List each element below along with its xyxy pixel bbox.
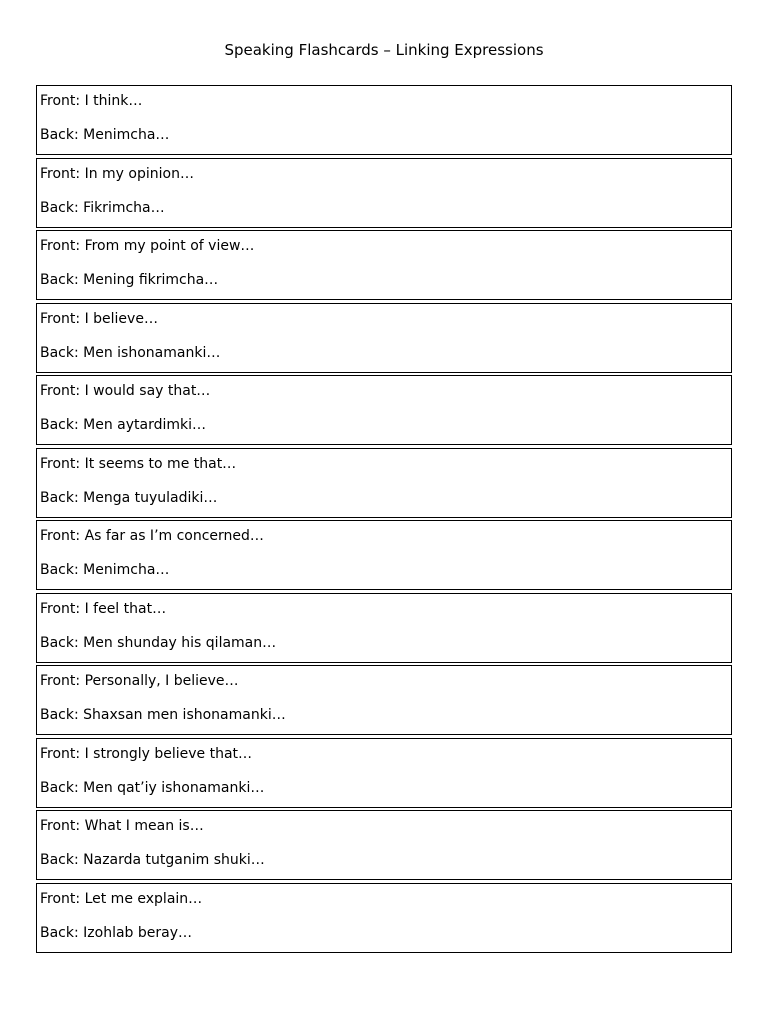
card-front-text: Front: It seems to me that… xyxy=(40,455,237,472)
card-back-text: Back: Fikrimcha… xyxy=(40,199,165,216)
flashcard xyxy=(36,375,732,445)
page-title: Speaking Flashcards – Linking Expressions xyxy=(224,41,544,59)
card-front-text: Front: What I mean is… xyxy=(40,818,204,834)
card-back-text: Back: Men qat’iy ishonamanki… xyxy=(40,779,265,796)
card-back-text: Back: Menimcha… xyxy=(40,127,170,143)
card-back-text: Back: Men shunday his qilaman… xyxy=(40,634,277,651)
card-back-text: Back: Men aytardimki… xyxy=(40,417,207,433)
flashcard xyxy=(36,158,732,228)
card-back-text: Back: Menimcha… xyxy=(40,562,170,578)
card-front-text: Front: I strongly believe that… xyxy=(40,745,253,762)
card-front-text: Front: I feel that… xyxy=(40,600,167,617)
flashcard xyxy=(36,883,732,953)
flashcard-list xyxy=(36,85,732,955)
card-front-text: Front: I think… xyxy=(40,93,143,109)
flashcard xyxy=(36,810,732,880)
card-back-text: Back: Men ishonamanki… xyxy=(40,344,221,361)
card-front-text: Front: Let me explain… xyxy=(40,890,203,907)
flashcard xyxy=(36,593,732,663)
card-front-text: Front: In my opinion… xyxy=(40,165,194,182)
card-front-text: Front: I would say that… xyxy=(40,383,211,399)
flashcard xyxy=(36,230,732,300)
card-back-text: Back: Shaxsan men ishonamanki… xyxy=(40,707,286,723)
card-back-text: Back: Menga tuyuladiki… xyxy=(40,489,218,506)
card-front-text: Front: Personally, I believe… xyxy=(40,673,239,689)
card-back-text: Back: Izohlab beray… xyxy=(40,924,192,941)
flashcard xyxy=(36,303,732,373)
card-front-text: Front: As far as I’m concerned… xyxy=(40,528,264,544)
flashcard xyxy=(36,665,732,735)
flashcard xyxy=(36,520,732,590)
card-front-text: Front: I believe… xyxy=(40,310,158,327)
flashcard xyxy=(36,448,732,518)
card-front-text: Front: From my point of view… xyxy=(40,238,255,254)
card-back-text: Back: Mening fikrimcha… xyxy=(40,272,219,288)
flashcard xyxy=(36,85,732,155)
flashcard xyxy=(36,738,732,808)
card-back-text: Back: Nazarda tutganim shuki… xyxy=(40,852,265,868)
